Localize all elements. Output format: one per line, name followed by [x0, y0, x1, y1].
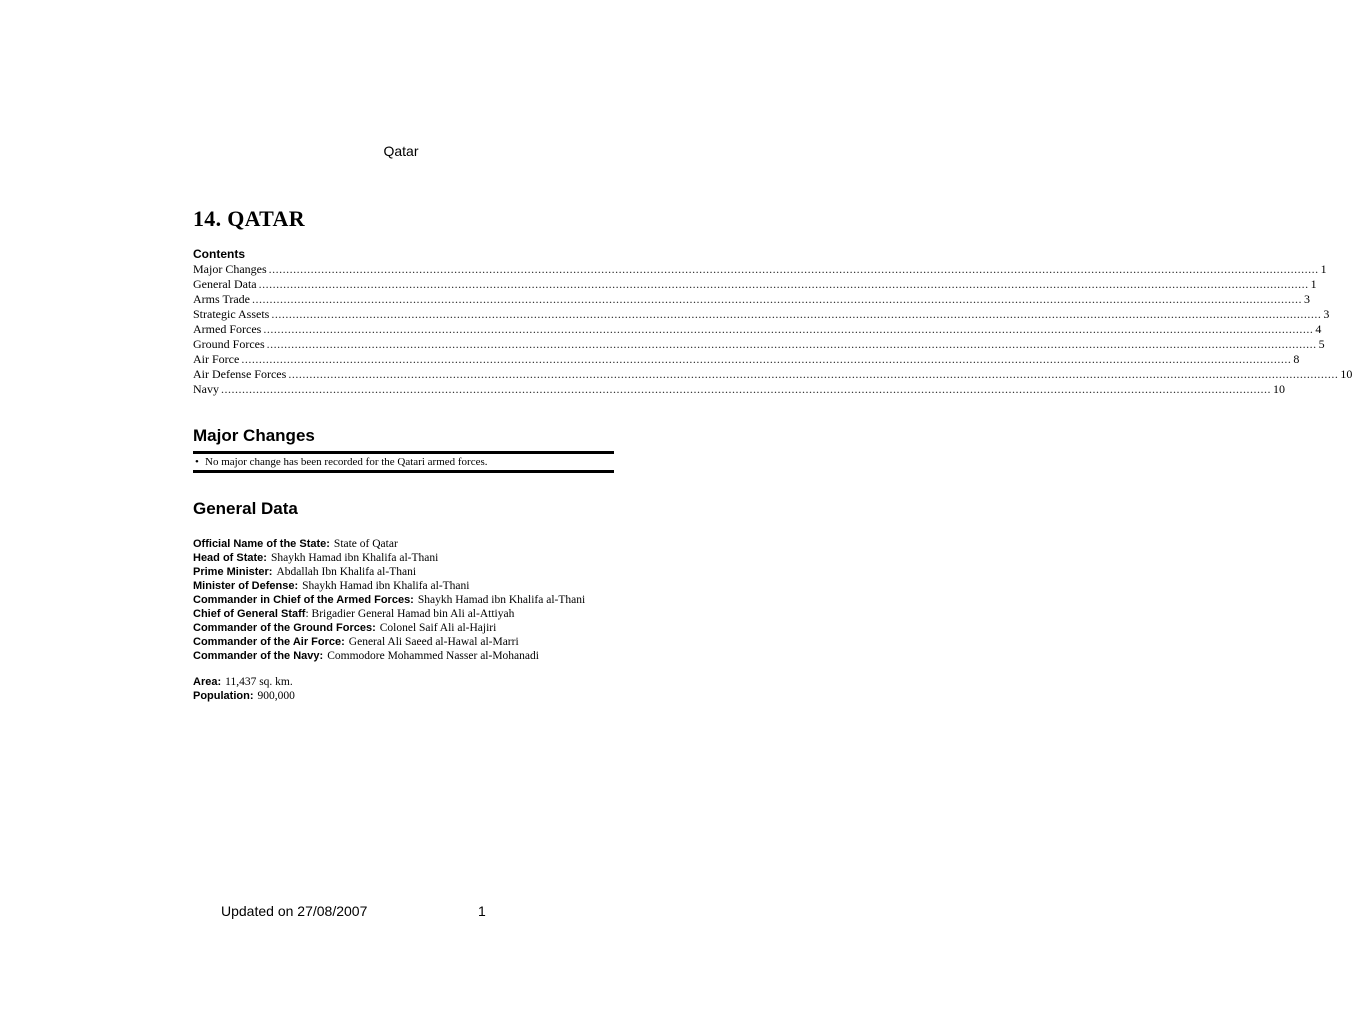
- toc-entry-page: 1: [1320, 262, 1327, 276]
- data-row: [193, 648, 633, 662]
- toc-leader-dots: ............................................................................................................................................................................................................................................................................................................: [241, 352, 1292, 366]
- data-row: [193, 620, 633, 634]
- data-value: Commodore Mohammed Nasser al-Mohanadi: [327, 650, 539, 662]
- toc-entry-page: 10: [1273, 382, 1285, 396]
- data-label: Minister of Defense:: [193, 580, 299, 592]
- toc-entry-label: General Data: [193, 277, 257, 291]
- toc-entry-page: 4: [1315, 322, 1322, 336]
- toc-entry[interactable]: [193, 307, 1330, 322]
- data-value: Shaykh Hamad ibn Khalifa al-Thani: [302, 580, 470, 592]
- data-row: [193, 592, 633, 606]
- data-row: [193, 674, 633, 688]
- data-value: General Ali Saeed al-Hawal al-Marri: [348, 636, 519, 648]
- toc-entry-label: Strategic Assets: [193, 307, 270, 321]
- toc-entry[interactable]: [193, 292, 1311, 307]
- data-value: Colonel Saif Ali al-Hajiri: [379, 622, 497, 634]
- data-row: [193, 606, 633, 620]
- data-label: Chief of General Staff: [193, 608, 306, 620]
- toc-leader-dots: ............................................................................................................................................................................................................................................................................................................: [271, 307, 1322, 321]
- data-value: State of Qatar: [333, 538, 398, 550]
- data-label: Prime Minister:: [193, 566, 273, 578]
- general-data-heading: General Data: [193, 499, 298, 518]
- toc-entry-page: 10: [1340, 367, 1352, 381]
- toc-entry-label: Arms Trade: [193, 292, 251, 306]
- toc-entry-page: 8: [1293, 352, 1300, 366]
- data-value: Abdallah Ibn Khalifa al-Thani: [276, 566, 417, 578]
- data-value: : Brigadier General Hamad bin Ali al-Attiyah: [305, 608, 515, 620]
- major-changes-heading: Major Changes: [193, 426, 315, 445]
- toc-leader-dots: ............................................................................................................................................................................................................................................................................................................: [263, 322, 1314, 336]
- toc-leader-dots: ............................................................................................................................................................................................................................................................................................................: [288, 367, 1339, 381]
- data-value: 11,437 sq. km.: [225, 676, 293, 688]
- data-row: [193, 578, 633, 592]
- toc-leader-dots: ............................................................................................................................................................................................................................................................................................................: [266, 337, 1317, 351]
- data-label: Commander of the Ground Forces:: [193, 622, 376, 634]
- spacer: [193, 662, 633, 674]
- toc-entry-label: Air Defense Forces: [193, 367, 287, 381]
- toc-entry-label: Ground Forces: [193, 337, 265, 351]
- data-label: Official Name of the State:: [193, 538, 330, 550]
- general-data-list: [193, 536, 633, 702]
- chapter-title: 14. QATAR: [193, 206, 305, 231]
- toc-entry-label: Navy: [193, 382, 219, 396]
- major-changes-text: No major change has been recorded for the Qatari armed forces.: [205, 456, 488, 468]
- toc-entry[interactable]: [193, 277, 1317, 292]
- toc-leader-dots: ............................................................................................................................................................................................................................................................................................................: [221, 382, 1271, 396]
- toc-leader-dots: ............................................................................................................................................................................................................................................................................................................: [268, 262, 1319, 276]
- toc-leader-dots: ............................................................................................................................................................................................................................................................................................................: [252, 292, 1303, 306]
- data-value: Shaykh Hamad ibn Khalifa al-Thani: [417, 594, 586, 606]
- data-row: [193, 688, 633, 702]
- toc-heading: Contents: [193, 247, 245, 261]
- data-value: 900,000: [257, 690, 295, 702]
- data-label: Commander of the Navy:: [193, 650, 324, 662]
- toc-entry[interactable]: [193, 322, 1322, 337]
- data-label: Commander in Chief of the Armed Forces:: [193, 594, 414, 606]
- toc-entry[interactable]: [193, 352, 1300, 367]
- data-label: Area:: [193, 676, 222, 688]
- toc-entry[interactable]: [193, 367, 1352, 382]
- toc-entry[interactable]: [193, 382, 1285, 397]
- footer-page-number: 1: [478, 903, 486, 919]
- major-changes-box: [193, 451, 614, 473]
- toc-entry-page: 3: [1323, 307, 1330, 321]
- running-header: Qatar: [383, 143, 419, 159]
- toc-entry[interactable]: [193, 262, 1327, 277]
- data-row: [193, 550, 633, 564]
- data-label: Head of State:: [193, 552, 267, 564]
- data-row: [193, 536, 633, 550]
- toc-entry[interactable]: [193, 337, 1325, 352]
- bullet-marker: •: [195, 456, 199, 468]
- data-row: [193, 634, 633, 648]
- table-of-contents: [193, 247, 1352, 397]
- toc-leader-dots: ............................................................................................................................................................................................................................................................................................................: [258, 277, 1309, 291]
- toc-entry-label: Major Changes: [193, 262, 267, 276]
- data-label: Population:: [193, 690, 254, 702]
- toc-entry-page: 3: [1304, 292, 1311, 306]
- data-row: [193, 564, 633, 578]
- data-value: Shaykh Hamad ibn Khalifa al-Thani: [270, 552, 439, 564]
- toc-entry-page: 5: [1318, 337, 1325, 351]
- toc-entry-page: 1: [1310, 277, 1317, 291]
- data-label: Commander of the Air Force:: [193, 636, 345, 648]
- toc-entry-label: Air Force: [193, 352, 240, 366]
- footer-updated-date: Updated on 27/08/2007: [221, 903, 368, 919]
- toc-entry-label: Armed Forces: [193, 322, 262, 336]
